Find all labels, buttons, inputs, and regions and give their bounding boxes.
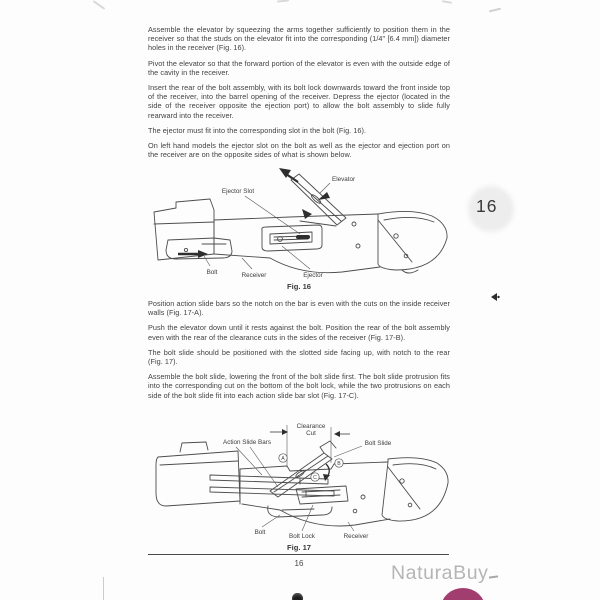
upper-text-block — [148, 25, 450, 165]
fig16-label-ejector: Ejector — [303, 272, 323, 279]
lens-dot-icon — [292, 593, 303, 600]
paragraph-push-elevator: Push the elevator down until it rests against the bolt. Position the rear of the bolt assembly even with the rear of the clearance cuts in the sides of the receiver (Fig. 17-B). — [148, 323, 450, 342]
scan-smudge — [489, 8, 501, 13]
paragraph-bolt-slide-position: The bolt slide should be positioned with the slotted side facing up, with notch to the rear (Fig. 17). — [148, 347, 450, 367]
fig17-stock — [382, 458, 448, 521]
fig17-label-action-slide-bars: Action Slide Bars — [223, 439, 271, 446]
fig16-label-receiver: Receiver — [241, 272, 267, 279]
fig17-illustration — [150, 419, 450, 543]
fig17-marker-a: A — [281, 456, 285, 462]
paragraph-insert-bolt: Insert the rear of the bolt assembly, with its bolt lock downwards toward the front inside top of the receiver, into the barrel opening of the receiver. Depress the ejector (located in the side of the receiver opposite the ejection port) to allow the bolt assembly to slide fully rearward into the receiver. — [148, 83, 450, 120]
scan-smudge — [93, 0, 106, 10]
footer-divider — [148, 554, 449, 555]
fig16-drawing — [150, 166, 450, 280]
naturabuy-logo-icon — [441, 588, 485, 600]
naturabuy-watermark: NaturaBuy — [391, 562, 489, 584]
fig17-label-bolt-slide: Bolt Slide — [364, 440, 392, 447]
fig17-drawing — [150, 419, 450, 543]
fig17-label-clearance: Clearance — [296, 423, 326, 430]
fig17-marker-b: B — [337, 461, 341, 467]
fig17-marker-c: C — [313, 475, 317, 481]
page-indicator-number: 16 — [476, 196, 498, 216]
fig16-label-elevator: Elevator — [332, 176, 356, 183]
fig16-label-ejector-slot: Ejector Slot — [221, 188, 255, 195]
fig16-label-bolt: Bolt — [206, 269, 218, 276]
paragraph-left-hand-models: On left hand models the ejector slot on the bolt as well as the ejector and ejection port on the receiver are on the opposite sides of what is shown below. — [148, 141, 450, 160]
fig17-label-bolt-lock: Bolt Lock — [289, 533, 315, 540]
watermark-dash — [489, 575, 498, 578]
page-edge-line — [103, 577, 104, 600]
fig16-bolt-assembly — [154, 199, 232, 260]
lower-text-block — [148, 299, 450, 406]
fig17-forend — [156, 442, 240, 506]
fig17-label-receiver: Receiver — [343, 533, 369, 540]
fig17-label-bolt: Bolt — [254, 529, 266, 536]
fig16-receiver-body — [214, 214, 380, 273]
paragraph-pivot-elevator: Pivot the elevator so that the forward portion of the elevator is even with the outside edge of the cavity in the receiver. — [148, 58, 450, 77]
paragraph-assemble-elevator: Assemble the elevator by squeezing the arms together sufficiently to position them in the receiver so that the studs on the elevator fit into the corresponding (1/4" [6.4 mm]) diameter holes in the receiver (Fig. 16). — [148, 25, 450, 53]
scan-smudge — [277, 0, 289, 3]
page-number: 16 — [294, 559, 304, 568]
fig16-caption: Fig. 16 — [286, 282, 312, 291]
fig16-stock — [378, 211, 447, 273]
fig17-caption: Fig. 17 — [286, 543, 312, 552]
paragraph-assemble-bolt-slide: Assemble the bolt slide, lowering the front of the bolt slide first. The bolt slide protrusion fits into the corresponding cut on the bottom of the bolt lock, while the two protrusions on each side of the bolt slide fit into each action slide bar slot (Fig. 17-C). — [148, 372, 450, 400]
play-marker-icon — [489, 289, 501, 307]
scan-smudge — [442, 0, 452, 4]
paragraph-ejector-slot: The ejector must fit into the corresponding slot in the bolt (Fig. 16). — [148, 125, 367, 135]
fig17-label-cut: Cut — [306, 430, 316, 437]
fig16-illustration — [150, 166, 450, 280]
paragraph-position-slide-bars: Position action slide bars so the notch on the bar is even with the cuts on the inside receiver walls (Fig. 17-A). — [148, 299, 450, 318]
